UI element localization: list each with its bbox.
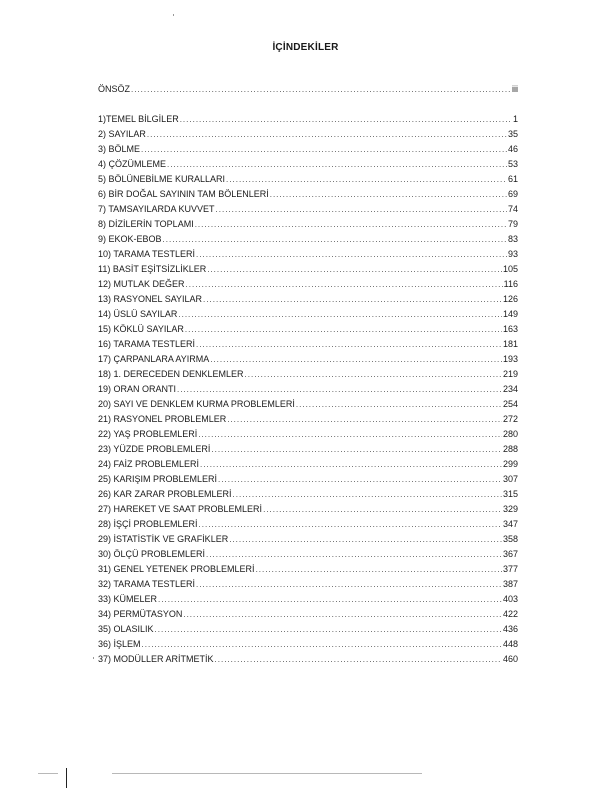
toc-entry-label: 8) DİZİLERİN TOPLAMI [98,219,194,229]
toc-entry-label: 20) SAYI VE DENKLEM KURMA PROBLEMLERİ [98,399,295,409]
toc-entry[interactable] [98,487,518,502]
toc-entry[interactable] [98,607,518,622]
toc-entry-label: 28) İŞÇİ PROBLEMLERİ [98,519,198,529]
toc-entry-page: 1 [512,114,518,124]
toc-entry-label: 33) KÜMELER [98,594,158,604]
toc-entry[interactable] [98,142,518,157]
toc-entry-label: 4) ÇÖZÜMLEME [98,159,167,169]
toc-entry-page: 387 [502,579,518,589]
dot-leader [218,472,502,487]
toc-entry-page: 460 [502,654,518,664]
dot-leader [226,172,507,187]
dot-leader [155,622,502,637]
dot-leader [216,202,507,217]
toc-entry[interactable] [98,592,518,607]
dot-leader [203,292,502,307]
toc-entry-label: 10) TARAMA TESTLERİ [98,249,196,259]
toc-entry[interactable] [98,307,518,322]
toc-entry-label: 32) TARAMA TESTLERİ [98,579,196,589]
toc-entry[interactable] [98,622,518,637]
toc-entry-label: 25) KARIŞIM PROBLEMLERİ [98,474,218,484]
toc-entry-page: iii [512,84,518,94]
toc-entry-page: 448 [502,639,518,649]
dot-leader [131,82,511,97]
toc-entry-label: 22) YAŞ PROBLEMLERİ [98,429,198,439]
dot-leader [206,547,502,562]
toc-entry-page: 105 [502,264,518,274]
toc-entry-label: 7) TAMSAYILARDA KUVVET [98,204,215,214]
dot-leader [196,247,507,262]
dot-leader [142,637,502,652]
toc-entry-label: 6) BİR DOĞAL SAYININ TAM BÖLENLERİ [98,189,269,199]
dot-leader [196,337,502,352]
toc-entry[interactable] [98,352,518,367]
dot-leader [180,112,512,127]
toc-entry[interactable] [98,397,518,412]
dot-leader [211,442,502,457]
toc-entry[interactable] [98,652,518,667]
toc-entry[interactable] [98,412,518,427]
toc-entry-label: 37) MODÜLLER ARİTMETİK [98,654,214,664]
toc-entry[interactable] [98,577,518,592]
toc-entry-page: 163 [502,324,518,334]
dot-leader [185,322,502,337]
toc-entry-page: 35 [507,129,518,139]
scan-artifact-line [112,773,422,774]
dot-leader [233,487,502,502]
dot-leader [196,577,502,592]
toc-entry-page: 288 [502,444,518,454]
dot-leader [207,262,502,277]
toc-entry-label: 12) MUTLAK DEĞER [98,279,185,289]
toc-entry-label: 15) KÖKLÜ SAYILAR [98,324,184,334]
toc-entry-page: 358 [502,534,518,544]
toc-entry[interactable] [98,277,518,292]
toc-entry-page: 69 [507,189,518,199]
toc-entry-label: 9) EKOK-EBOB [98,234,162,244]
toc-entry-label: 21) RASYONEL PROBLEMLER [98,414,227,424]
preface-section [98,82,518,97]
toc-entry-label: 11) BASİT EŞİTSİZLİKLER [98,264,207,274]
scan-speck [93,657,94,659]
toc-entry-page: 83 [507,234,518,244]
toc-entry-page: 403 [502,594,518,604]
toc-entry-page: 299 [502,459,518,469]
toc-entry-page: 272 [502,414,518,424]
dot-leader [200,457,502,472]
toc-entry-label: 31) GENEL YETENEK PROBLEMLERİ [98,564,255,574]
toc-entry-page: 422 [502,609,518,619]
toc-entry-page: 254 [502,399,518,409]
toc-entry-label: 19) ORAN ORANTI [98,384,177,394]
toc-entry[interactable] [98,157,518,172]
toc-entry-page: 126 [502,294,518,304]
toc-entry-label: 1)TEMEL BİLGİLER [98,114,179,124]
toc-entry-page: 181 [502,339,518,349]
toc-entry-label: 24) FAİZ PROBLEMLERİ [98,459,200,469]
toc-entry[interactable] [98,112,518,127]
toc-entry[interactable] [98,187,518,202]
toc-entry[interactable] [98,382,518,397]
dot-leader [195,217,507,232]
toc-entry[interactable] [98,562,518,577]
dot-leader [158,592,502,607]
dot-leader [198,427,502,442]
dot-leader [147,127,507,142]
toc-entry-label: 3) BÖLME [98,144,141,154]
toc-entry-page: 329 [502,504,518,514]
dot-leader [229,532,502,547]
dot-leader [256,562,502,577]
toc-entry-page: 116 [503,279,518,289]
toc-entry[interactable] [98,127,518,142]
dot-leader [263,502,502,517]
toc-entry-preface[interactable] [98,82,518,97]
dot-leader [141,142,507,157]
dot-leader [167,157,507,172]
dot-leader [177,382,502,397]
toc-entry-page: 280 [502,429,518,439]
toc-entry-label: 35) OLASILIK [98,624,154,634]
toc-entry[interactable] [98,322,518,337]
toc-entry[interactable] [98,232,518,247]
toc-entry[interactable] [98,427,518,442]
chapter-list [98,112,518,667]
toc-entry-page: 193 [502,354,518,364]
toc-entry-page: 234 [502,384,518,394]
dot-leader [227,412,502,427]
toc-entry-page: 79 [507,219,518,229]
dot-leader [245,367,502,382]
toc-entry-page: 46 [507,144,518,154]
toc-entry[interactable] [98,547,518,562]
toc-entry-page: 367 [502,549,518,559]
toc-entry-label: 27) HAREKET VE SAAT PROBLEMLERİ [98,504,263,514]
dot-leader [163,232,507,247]
toc-entry[interactable] [98,292,518,307]
toc-entry-label: 26) KAR ZARAR PROBLEMLERİ [98,489,232,499]
toc-entry-label: 36) İŞLEM [98,639,141,649]
toc-entry[interactable] [98,532,518,547]
dot-leader [210,352,502,367]
toc-entry-page: 74 [507,204,518,214]
toc-entry[interactable] [98,217,518,232]
dot-leader [215,652,502,667]
toc-entry[interactable] [98,472,518,487]
dot-leader [270,187,507,202]
toc-entry-label: 13) RASYONEL SAYILAR [98,294,203,304]
toc-entry-page: 53 [507,159,518,169]
toc-entry-label: 14) ÜSLÜ SAYILAR [98,309,178,319]
toc-entry[interactable] [98,517,518,532]
toc-entry-page: 93 [507,249,518,259]
toc-entry[interactable] [98,457,518,472]
dot-leader [186,277,503,292]
toc-entry-label: 23) YÜZDE PROBLEMLERİ [98,444,211,454]
scan-speck [173,14,174,16]
toc-entry[interactable] [98,247,518,262]
toc-entry-label: 5) BÖLÜNEBİLME KURALLARI [98,174,226,184]
scan-edge-mark [66,768,67,788]
toc-entry-page: 61 [507,174,518,184]
toc-entry-label: 18) 1. DERECEDEN DENKLEMLER [98,369,244,379]
toc-entry-page: 377 [502,564,518,574]
scan-artifact-line [38,773,58,774]
dot-leader [178,307,502,322]
toc-entry-page: 219 [502,369,518,379]
toc-entry-label: 29) İSTATİSTİK VE GRAFİKLER [98,534,229,544]
toc-entry-page: 347 [502,519,518,529]
toc-entry-label: 30) ÖLÇÜ PROBLEMLERİ [98,549,206,559]
toc-entry[interactable] [98,337,518,352]
toc-entry-page: 436 [502,624,518,634]
toc-entry-label: 34) PERMÜTASYON [98,609,183,619]
toc-entry-page: 149 [502,309,518,319]
toc-entry-page: 315 [502,489,518,499]
page-title: İÇİNDEKİLER [272,42,339,53]
toc-entry[interactable] [98,367,518,382]
toc-entry-page: 307 [502,474,518,484]
toc-entry[interactable] [98,202,518,217]
dot-leader [183,607,502,622]
toc-entry[interactable] [98,262,518,277]
toc-entry-label: 2) SAYILAR [98,129,146,139]
dot-leader [199,517,502,532]
toc-entry-label: ÖNSÖZ [98,84,131,94]
toc-entry[interactable] [98,172,518,187]
toc-entry[interactable] [98,442,518,457]
toc-entry[interactable] [98,502,518,517]
dot-leader [296,397,502,412]
toc-entry[interactable] [98,637,518,652]
toc-entry-label: 17) ÇARPANLARA AYIRMA [98,354,210,364]
toc-entry-label: 16) TARAMA TESTLERİ [98,339,196,349]
